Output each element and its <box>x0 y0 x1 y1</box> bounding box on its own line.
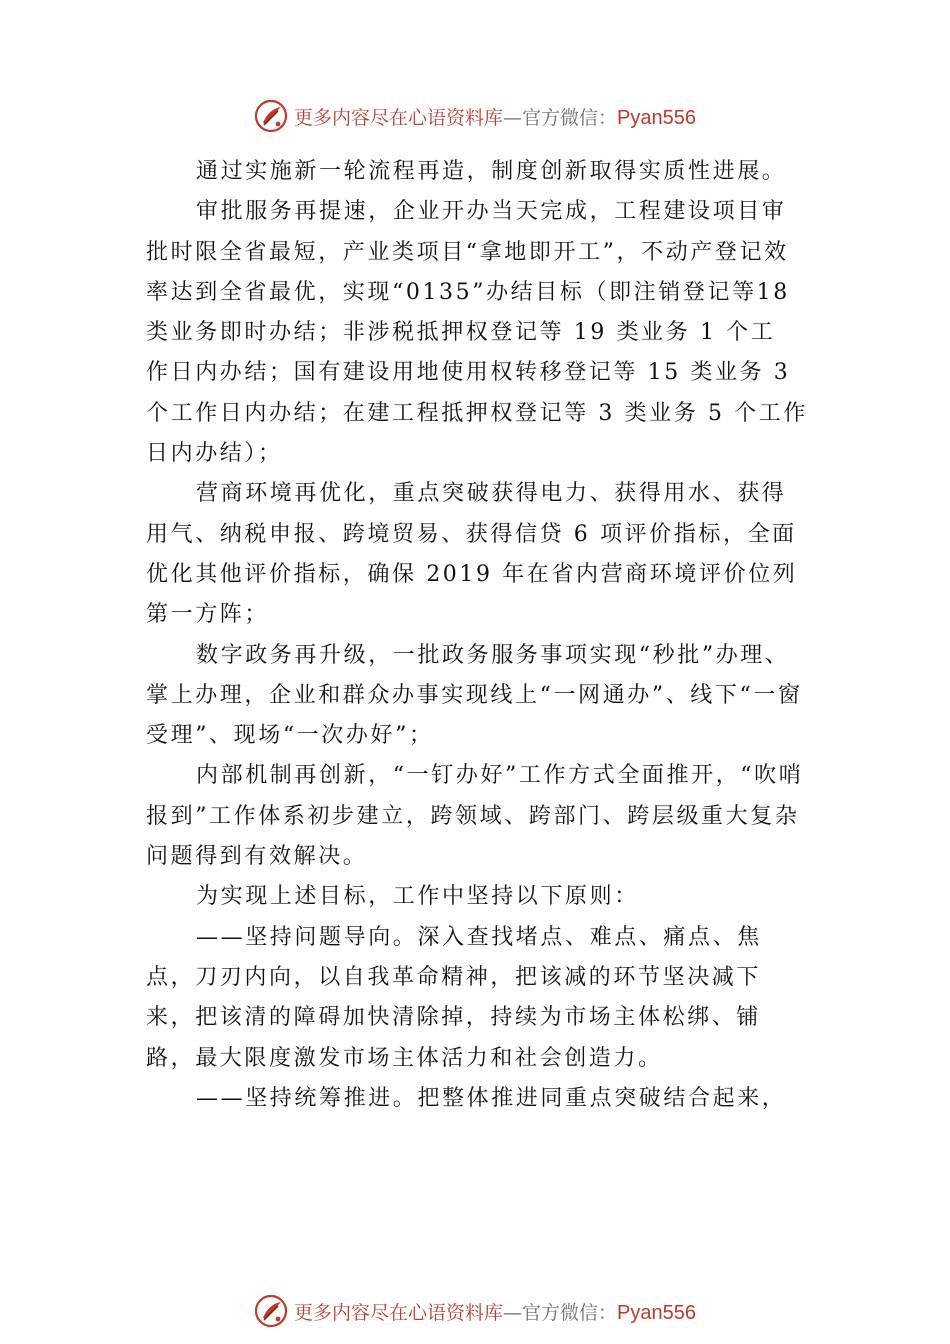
watermark-site: 更多内容尽在心语资料库 <box>294 106 504 129</box>
watermark-account-label: 官方微信： <box>522 1301 618 1324</box>
watermark-account-id: Pyan556 <box>617 106 696 129</box>
watermark-dash: — <box>503 106 523 129</box>
paragraph-2: 审批服务再提速，企业开办当天完成，工程建设项目审批时限全省最短，产业类项目“拿地即开工”，不动产登记效率达到全省最优，实现“0135”办结目标（即注销登记等18 类业务即时办结；非涉税抵押权登记等 19 类业务 1 个工 <box>146 199 790 346</box>
paragraph-3: 作日内办结；国有建设用地使用权转移登记等 15 类业务 3 个工作日内办结；在建工程抵押权登记等 3 类业务 5 个工作日内办结）； <box>146 360 808 467</box>
watermark-header <box>0 96 950 136</box>
paragraph-9: ——坚持统筹推进。把整体推进同重点突破结合起来， <box>196 1085 787 1111</box>
paragraph-8: ——坚持问题导向。深入查找堵点、难点、痛点、焦点，刀刃内向，以自我革命精神，把该减的环节坚决减下来，把该清的障碍加快清除掉，持续为市场主体松绑、铺路，最大限度激发市场主体活力和社会创造力。 <box>146 924 762 1071</box>
document-body <box>146 152 808 1119</box>
watermark-site: 更多内容尽在心语资料库 <box>294 1301 504 1324</box>
watermark-footer <box>0 1291 950 1331</box>
watermark-dash: — <box>503 1301 523 1324</box>
paragraph-4: 营商环境再优化，重点突破获得电力、获得用水、获得用气、纳税申报、跨境贸易、获得信贷 6 项评价指标，全面优化其他评价指标，确保 2019 年在省内营商环境评价位列第一方阵； <box>146 481 798 628</box>
watermark-text <box>294 1298 696 1325</box>
watermark-account-label: 官方微信： <box>522 106 618 129</box>
paragraph-1: 通过实施新一轮流程再造，制度创新取得实质性进展。 <box>196 159 787 184</box>
paragraph-6: 内部机制再创新，“一钉办好”工作方式全面推开，“吹哨报到”工作体系初步建立，跨领域、跨部门、跨层级重大复杂问题得到有效解决。 <box>146 763 804 870</box>
logo-icon <box>254 1294 288 1328</box>
watermark-account-id: Pyan556 <box>617 1301 696 1324</box>
logo-icon <box>254 99 288 133</box>
watermark-text <box>294 103 696 130</box>
paragraph-5: 数字政务再升级，一批政务服务事项实现“秒批”办理、掌上办理，企业和群众办事实现线上“一网通办”、线下“一窗受理”、现场“一次办好”； <box>146 642 803 749</box>
paragraph-7: 为实现上述目标，工作中坚持以下原则： <box>196 884 639 910</box>
